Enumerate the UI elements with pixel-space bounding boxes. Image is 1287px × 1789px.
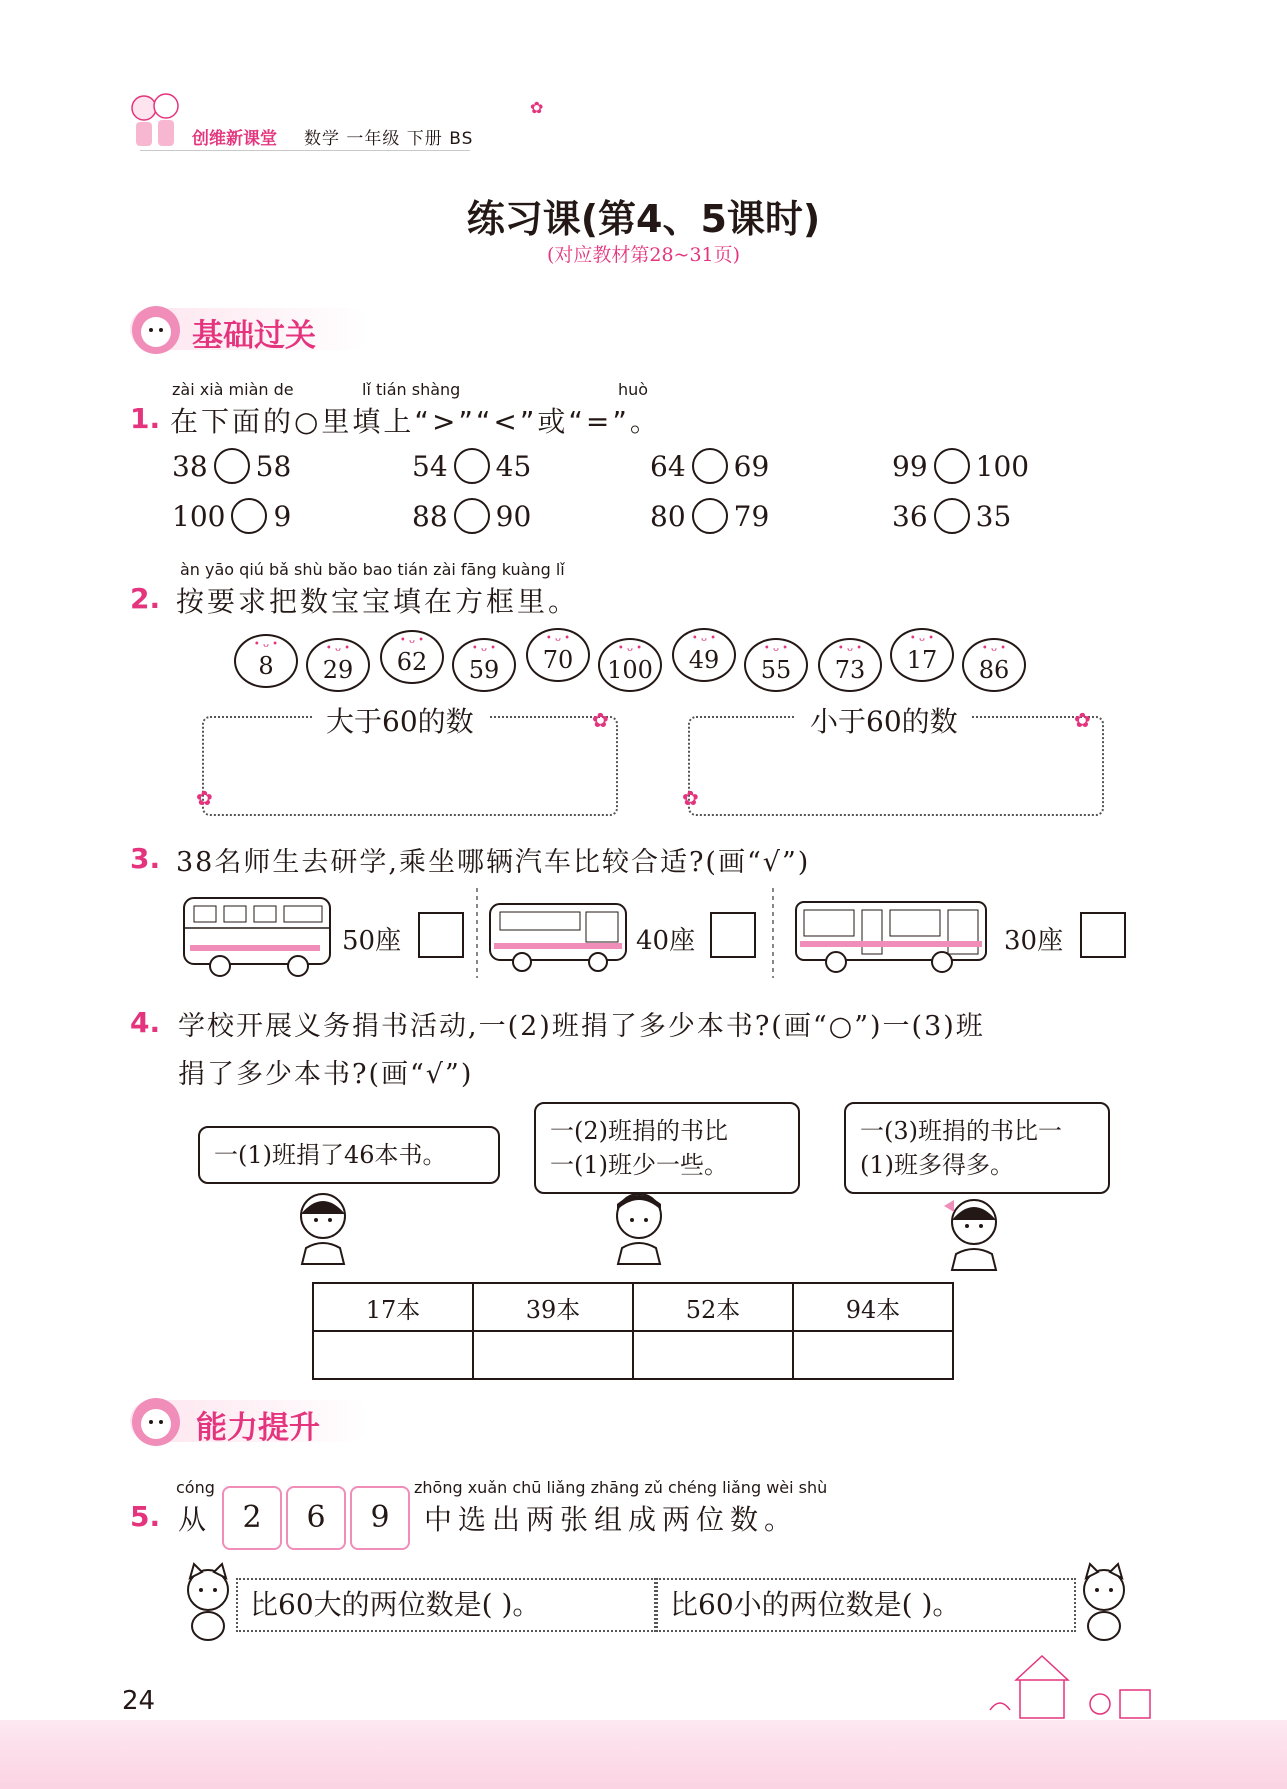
- q1-compare-4: [892, 448, 1029, 484]
- mascot-icon: [130, 304, 182, 356]
- number-bubble[interactable]: [526, 628, 590, 682]
- q1-a: 36: [892, 499, 928, 533]
- number-card[interactable]: 9: [350, 1486, 410, 1550]
- bubble-value: 49: [688, 646, 720, 674]
- header-brand: 创维新课堂: [192, 129, 277, 149]
- flower-decoration-icon: ✿: [530, 98, 544, 117]
- number-card[interactable]: 6: [286, 1486, 346, 1550]
- q4-text-line2: 捐了多少本书?(画“√”): [178, 1059, 474, 1090]
- book-options-table: [312, 1282, 954, 1380]
- speech2-line1: 一(2)班捐的书比: [550, 1117, 728, 1145]
- bubble-face-icon: • ᴗ •: [617, 643, 643, 654]
- bubble-face-icon: • ᴗ •: [253, 639, 279, 650]
- q1-a: 88: [412, 499, 448, 533]
- q1-b: 9: [273, 499, 292, 533]
- q5-post: 中选出两张组成两位数。: [424, 1503, 799, 1536]
- answer-cell[interactable]: [793, 1331, 953, 1379]
- speech3-line2: (1)班多得多。: [860, 1151, 1014, 1179]
- q2-text: 按要求把数宝宝填在方框里。: [176, 585, 580, 618]
- q1-compare-8: [892, 498, 1011, 534]
- q1-compare-5: [172, 498, 291, 534]
- cartoon-kids-icon: [126, 88, 184, 154]
- q1-compare-3: [650, 448, 769, 484]
- q1-compare-6: [412, 498, 531, 534]
- less-than-60-label: 小于60的数: [796, 700, 972, 740]
- bubble-face-icon: • ᴗ •: [763, 643, 789, 654]
- bus-30-check[interactable]: [1080, 912, 1126, 958]
- q2-number-bubbles: [234, 630, 1034, 700]
- number-bubble[interactable]: [380, 630, 444, 684]
- page-number: 24: [122, 1686, 156, 1716]
- option-39: 39本: [473, 1283, 633, 1331]
- flower-decoration-icon: ✿: [1074, 708, 1091, 732]
- q2-number: 2.: [130, 582, 161, 615]
- bubble-value: 70: [542, 646, 574, 674]
- bubble-value: 86: [978, 656, 1010, 684]
- bus-30-label: 30座: [1004, 926, 1064, 956]
- q5-pinyin-pre: cóng: [176, 1478, 215, 1497]
- q1-a: 99: [892, 449, 928, 483]
- q1-answer-circle[interactable]: [231, 498, 267, 534]
- q2-pinyin: àn yāo qiú bǎ shù bǎo bao tián zài fāng kuàng lǐ: [180, 560, 565, 579]
- q1-a: 80: [650, 499, 686, 533]
- flower-decoration-icon: ✿: [682, 786, 699, 810]
- q1-b: 58: [255, 449, 292, 483]
- q1-answer-circle[interactable]: [934, 448, 970, 484]
- option-94: 94本: [793, 1283, 953, 1331]
- cat-right-icon: [1076, 1562, 1132, 1642]
- answer-less-than-60[interactable]: 比60小的两位数是( )。: [656, 1578, 1076, 1632]
- number-bubble[interactable]: [672, 628, 736, 682]
- cat-left-icon: [180, 1562, 236, 1642]
- bus-divider: [476, 888, 478, 978]
- q1-a: 64: [650, 449, 686, 483]
- q1-answer-circle[interactable]: [454, 448, 490, 484]
- q4-text-line1: 学校开展义务捐书活动,一(2)班捐了多少本书?(画“○”)一(3)班: [178, 1011, 985, 1042]
- q1-answer-circle[interactable]: [454, 498, 490, 534]
- bus-divider: [772, 888, 774, 978]
- number-card[interactable]: 2: [222, 1486, 282, 1550]
- q5-pre: 从: [178, 1503, 210, 1536]
- q1-answer-circle[interactable]: [692, 498, 728, 534]
- answer-greater-than-60[interactable]: 比60大的两位数是( )。: [236, 1578, 656, 1632]
- bubble-face-icon: • ᴗ •: [837, 643, 863, 654]
- bubble-face-icon: • ᴗ •: [981, 643, 1007, 654]
- bus-40-check[interactable]: [710, 912, 756, 958]
- number-bubble[interactable]: [598, 638, 662, 692]
- q1-compare-7: [650, 498, 769, 534]
- section-basic-title: 基础过关: [192, 318, 316, 354]
- answer-cell[interactable]: [313, 1331, 473, 1379]
- q1-b: 69: [733, 449, 770, 483]
- bubble-face-icon: • ᴗ •: [471, 643, 497, 654]
- flower-decoration-icon: ✿: [196, 786, 213, 810]
- table-row: [313, 1331, 953, 1379]
- q3-text: 38名师生去研学,乘坐哪辆汽车比较合适?(画“√”): [176, 847, 811, 878]
- speech-bubble-class2: [534, 1102, 800, 1194]
- q5-number: 5.: [130, 1500, 161, 1533]
- bubble-value: 59: [468, 656, 500, 684]
- q1-b: 79: [733, 499, 770, 533]
- q1-answer-circle[interactable]: [692, 448, 728, 484]
- q1-b: 100: [975, 449, 1030, 483]
- bus-40-label: 40座: [636, 926, 696, 956]
- flower-decoration-icon: ✿: [592, 708, 609, 732]
- bubble-face-icon: • ᴗ •: [545, 633, 571, 644]
- q1-b: 35: [975, 499, 1012, 533]
- page-title: 练习课(第4、5课时): [466, 197, 821, 241]
- bubble-face-icon: • ᴗ •: [399, 635, 425, 646]
- header-divider: [140, 150, 470, 151]
- speech2-line2: 一(1)班少一些。: [550, 1151, 728, 1179]
- section-advanced-title: 能力提升: [196, 1410, 320, 1446]
- table-row: [313, 1283, 953, 1331]
- q1-pinyin-2: lǐ tián shàng: [362, 380, 461, 399]
- number-bubble[interactable]: [744, 638, 808, 692]
- q3-number: 3.: [130, 842, 161, 875]
- number-bubble[interactable]: [962, 638, 1026, 692]
- q1-text: 在下面的○里填上“>”“<”或“=”。: [170, 405, 661, 438]
- footer-band: [0, 1720, 1287, 1789]
- bubble-face-icon: • ᴗ •: [325, 643, 351, 654]
- bus-50-seat-icon: [180, 888, 335, 978]
- number-bubble[interactable]: [890, 628, 954, 682]
- bubble-face-icon: • ᴗ •: [909, 633, 935, 644]
- girl-bow-student-icon: [936, 1192, 1012, 1272]
- bubble-value: 100: [607, 656, 653, 684]
- q1-compare-1: [172, 448, 291, 484]
- bubble-value: 17: [906, 646, 938, 674]
- number-bubble[interactable]: [234, 634, 298, 688]
- option-52: 52本: [633, 1283, 793, 1331]
- number-bubble[interactable]: [818, 638, 882, 692]
- answer-cell[interactable]: [473, 1331, 633, 1379]
- mascot-icon: [130, 1396, 182, 1448]
- q1-number: 1.: [130, 402, 161, 435]
- q1-pinyin-3: huò: [618, 380, 649, 399]
- girl-student-icon: [288, 1186, 358, 1266]
- header-book-info: 数学 一年级 下册 BS: [304, 129, 474, 149]
- page-subtitle: (对应教材第28~31页): [546, 244, 741, 266]
- bus-50-check[interactable]: [418, 912, 464, 958]
- answer-cell[interactable]: [633, 1331, 793, 1379]
- number-bubble[interactable]: [306, 638, 370, 692]
- bubble-value: 8: [258, 652, 274, 680]
- q4-number: 4.: [130, 1006, 161, 1039]
- q1-b: 45: [495, 449, 532, 483]
- bubble-value: 73: [834, 656, 866, 684]
- speech-bubble-class1: 一(1)班捐了46本书。: [198, 1126, 500, 1184]
- bubble-value: 62: [396, 648, 428, 676]
- greater-than-60-label: 大于60的数: [312, 700, 488, 740]
- castle-decoration-icon: [980, 1650, 1170, 1720]
- q1-pinyin-1: zài xià miàn de: [172, 380, 294, 399]
- q1-b: 90: [495, 499, 532, 533]
- bus-30-seat-icon: [792, 896, 992, 976]
- bubble-face-icon: • ᴗ •: [691, 633, 717, 644]
- bus-40-seat-icon: [486, 898, 631, 974]
- bus-50-label: 50座: [342, 926, 402, 956]
- boy-student-icon: [604, 1186, 674, 1266]
- speech-bubble-class3: [844, 1102, 1110, 1194]
- q1-a: 38: [172, 449, 208, 483]
- q5-pinyin-post: zhōng xuǎn chū liǎng zhāng zǔ chéng liǎng wèi shù: [414, 1478, 828, 1497]
- q1-answer-circle[interactable]: [934, 498, 970, 534]
- bubble-value: 55: [760, 656, 792, 684]
- q1-compare-2: [412, 448, 531, 484]
- bubble-value: 29: [322, 656, 354, 684]
- number-bubble[interactable]: [452, 638, 516, 692]
- q1-a: 54: [412, 449, 448, 483]
- option-17: 17本: [313, 1283, 473, 1331]
- speech3-line1: 一(3)班捐的书比一: [860, 1117, 1062, 1145]
- q1-a: 100: [172, 499, 226, 533]
- q1-answer-circle[interactable]: [214, 448, 250, 484]
